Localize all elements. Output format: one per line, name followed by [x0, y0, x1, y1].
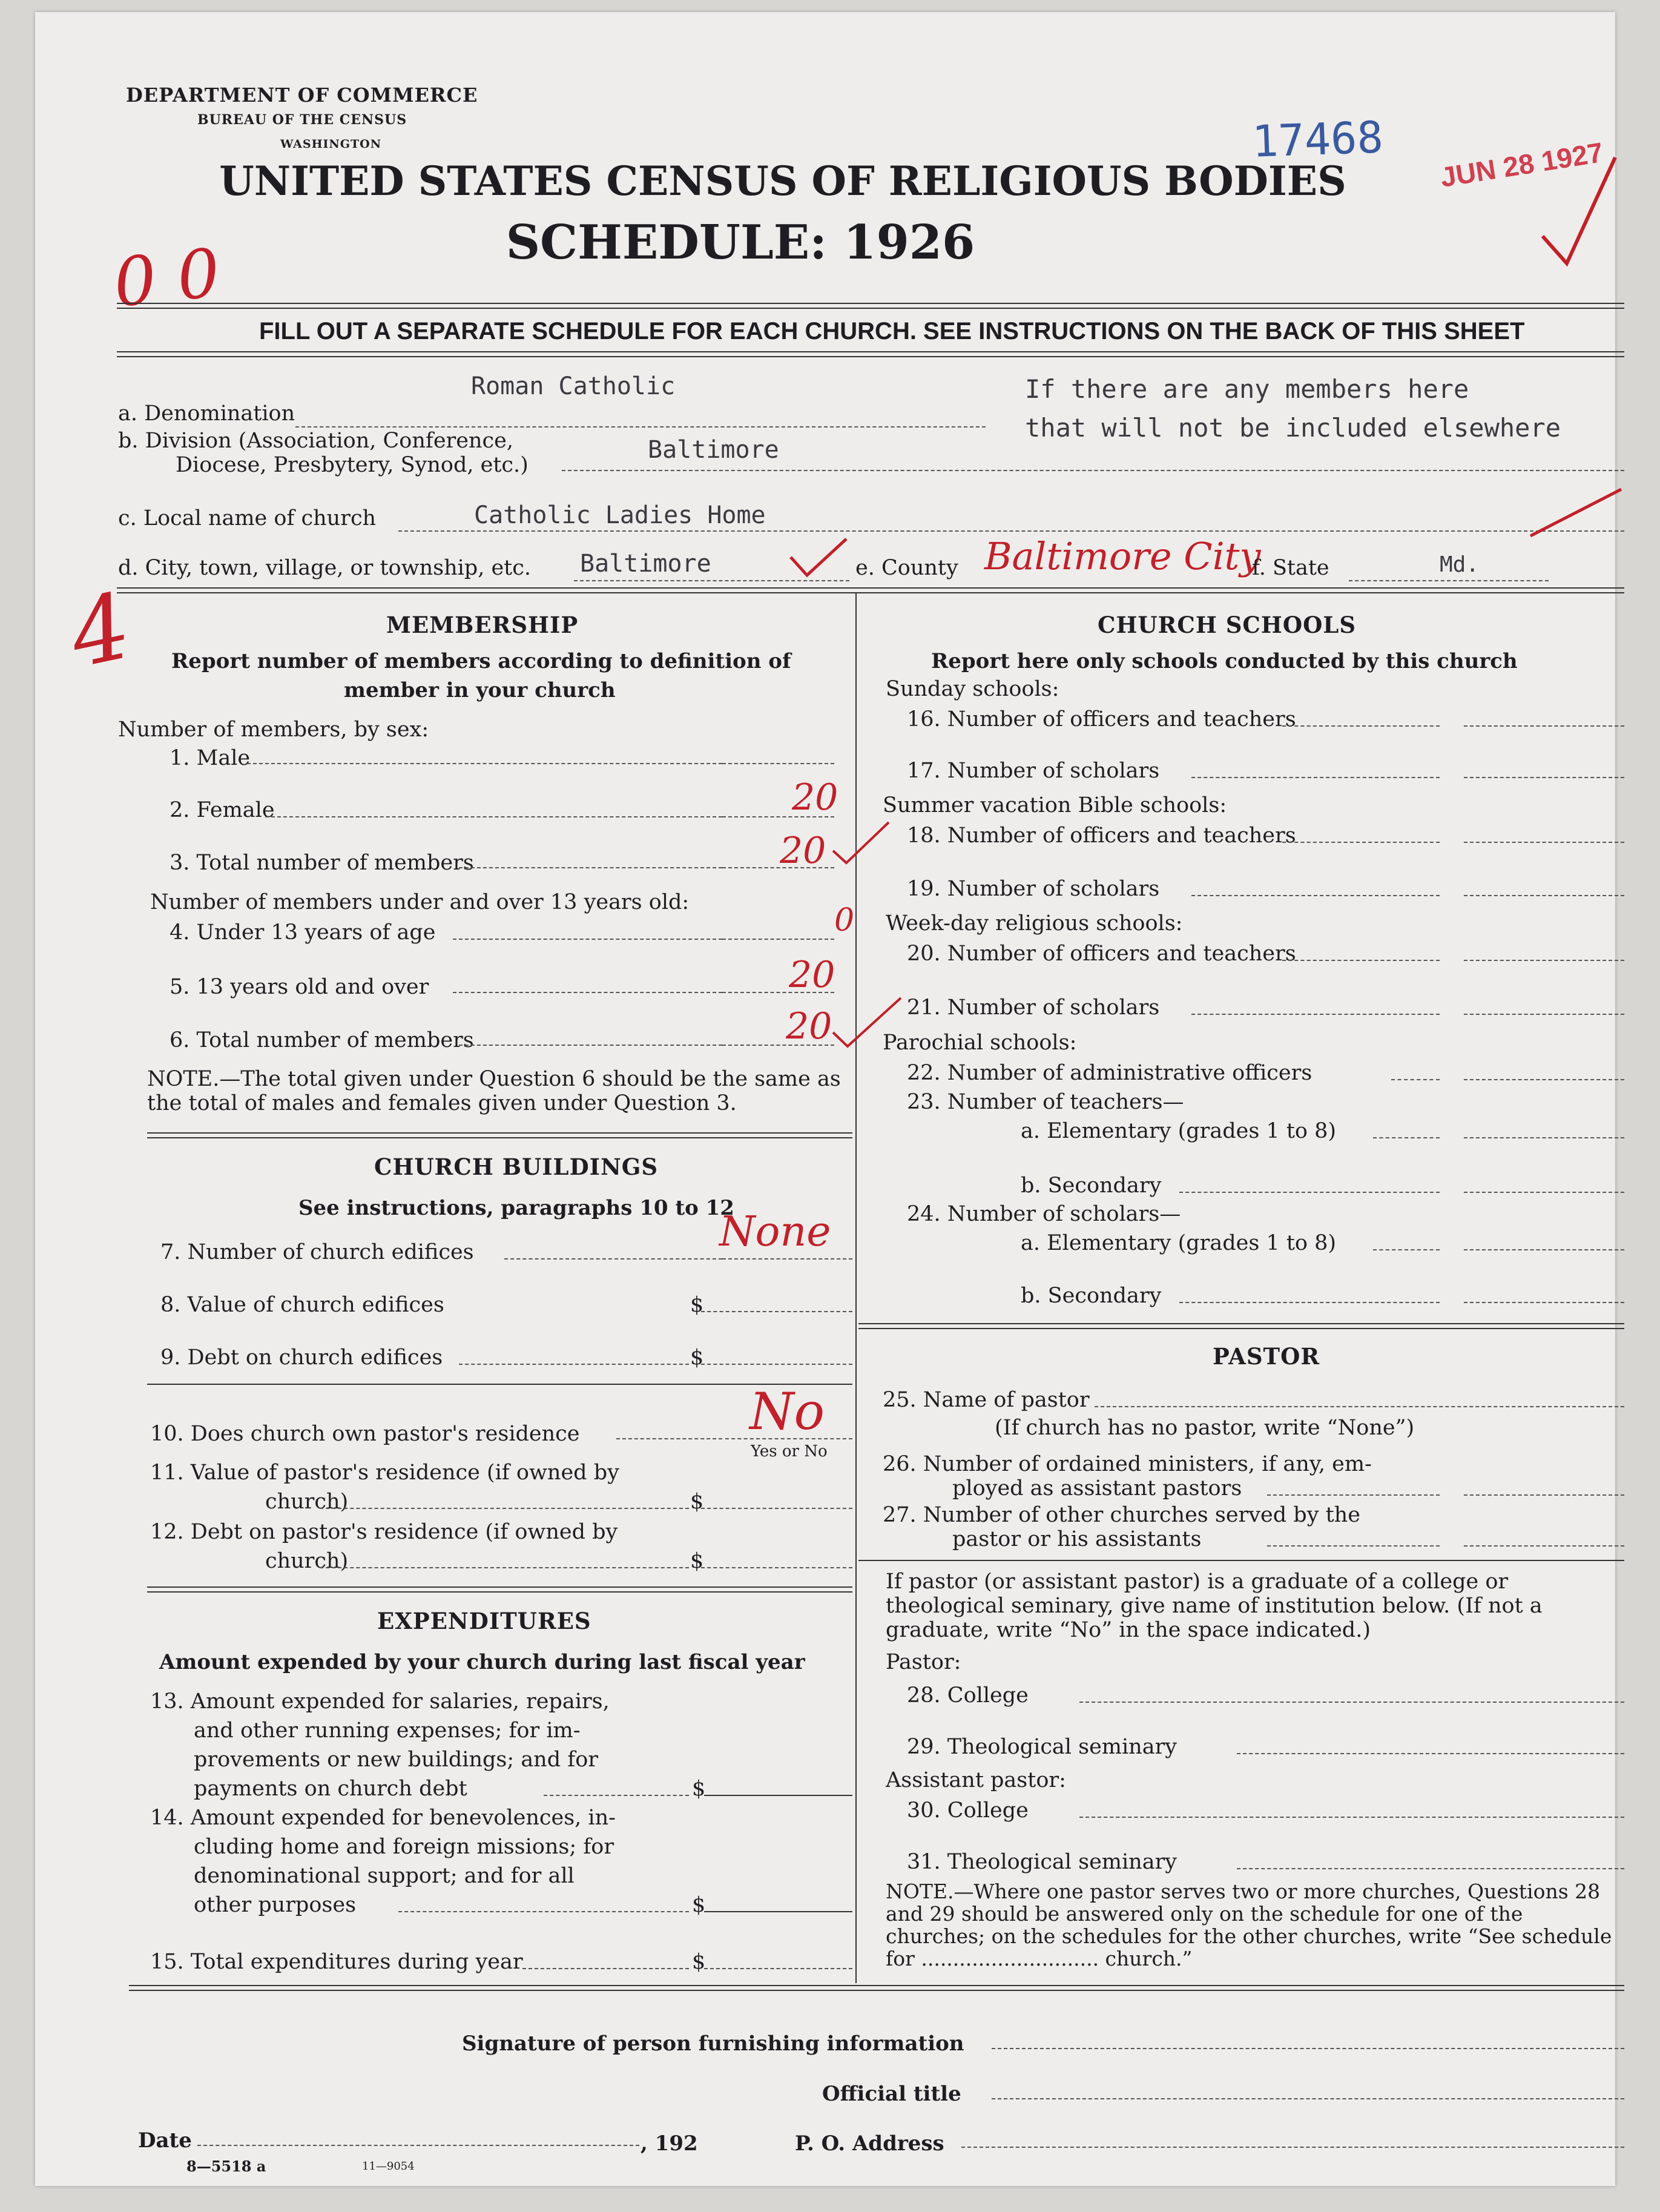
q29-label: 29. Theological seminary	[907, 1735, 1177, 1759]
q9-label: 9. Debt on church edifices	[160, 1345, 443, 1370]
answer-line[interactable]	[1464, 1192, 1624, 1193]
q25-label: 25. Name of pastor	[883, 1388, 1090, 1412]
date-year: , 192	[641, 2131, 698, 2156]
q2-label: 2. Female	[170, 798, 275, 822]
q13-line-3: provements or new buildings; and for	[194, 1748, 599, 1772]
bureau-heading: BUREAU OF THE CENSUS	[197, 112, 407, 128]
field-line	[247, 763, 722, 764]
official-title-label: Official title	[822, 2082, 961, 2106]
field-line	[1179, 1192, 1440, 1193]
remark-line-1: If there are any members here	[1025, 374, 1469, 404]
department-heading: DEPARTMENT OF COMMERCE	[126, 84, 478, 107]
form-title: UNITED STATES CENSUS OF RELIGIOUS BODIES	[219, 157, 1346, 205]
q27-label-2: pastor or his assistants	[952, 1527, 1202, 1551]
answer-line	[722, 939, 834, 940]
field-line	[504, 1258, 722, 1260]
by-age-label: Number of members under and over 13 years old:	[150, 890, 690, 914]
answer-line[interactable]	[704, 1968, 852, 1969]
q3-label: 3. Total number of members	[170, 851, 474, 875]
answer-line[interactable]	[1464, 960, 1624, 961]
q4-value[interactable]: 0	[834, 902, 855, 939]
yes-no-hint: Yes or No	[751, 1442, 828, 1461]
q15-dollar: $	[692, 1950, 706, 1974]
answer-line[interactable]	[1464, 1249, 1624, 1250]
expenditures-subheading: Amount expended by your church during last fiscal year	[159, 1650, 805, 1674]
column-divider	[855, 593, 857, 1983]
q11-dollar: $	[690, 1490, 704, 1514]
date-label: Date	[138, 2128, 192, 2153]
field-line	[1191, 895, 1440, 896]
divider	[117, 587, 1624, 593]
q13-line-1: 13. Amount expended for salaries, repairs,	[150, 1689, 610, 1714]
answer-line[interactable]	[1464, 842, 1624, 843]
remark-line-2: that will not be included elsewhere	[1025, 413, 1561, 443]
divider	[147, 1132, 852, 1138]
field-line	[459, 1045, 722, 1046]
q14-line-4: other purposes	[194, 1893, 357, 1917]
field-line	[295, 426, 986, 428]
q20-label: 20. Number of officers and teachers	[907, 942, 1296, 966]
field-line	[1282, 960, 1440, 961]
local-name-value[interactable]: Catholic Ladies Home	[474, 501, 766, 529]
answer-line[interactable]	[701, 1508, 852, 1509]
q14-line-1: 14. Amount expended for benevolences, in-	[150, 1806, 616, 1830]
q13-line-2: and other running expenses; for im-	[194, 1718, 581, 1743]
sunday-label: Sunday schools:	[886, 677, 1059, 701]
field-line	[1191, 1014, 1440, 1015]
denomination-value[interactable]: Roman Catholic	[471, 372, 676, 400]
county-label: e. County	[855, 556, 958, 580]
answer-line[interactable]	[701, 1567, 852, 1568]
answer-line	[725, 1438, 852, 1439]
field-line	[1282, 842, 1440, 843]
pastor-heading: PASTOR	[1213, 1343, 1320, 1370]
pastor-sub-label: Pastor:	[886, 1650, 961, 1674]
answer-line[interactable]	[1464, 895, 1624, 896]
field-line	[320, 1508, 689, 1509]
membership-note: NOTE.—The total given under Question 6 should be the same as the total of males and females given under Question 3.	[147, 1067, 841, 1115]
check-mark-icon	[786, 533, 852, 581]
handwritten-oo-mark: 0 0	[110, 234, 224, 322]
divider	[147, 1586, 852, 1593]
answer-line[interactable]	[701, 1311, 852, 1312]
q17-label: 17. Number of scholars	[907, 759, 1160, 783]
q23a-label: a. Elementary (grades 1 to 8)	[1021, 1119, 1337, 1143]
expenditures-heading: EXPENDITURES	[377, 1608, 591, 1634]
schools-heading: CHURCH SCHOOLS	[1098, 612, 1357, 638]
q6-label: 6. Total number of members	[170, 1028, 474, 1052]
field-line	[1373, 1137, 1440, 1138]
graduate-instructions: If pastor (or assistant pastor) is a graduate of a college or theological seminary, give name of institution below. (If not a graduate, write “No” in the space indicated.)	[886, 1570, 1543, 1642]
field-line	[616, 1438, 722, 1439]
q10-label: 10. Does church own pastor's residence	[150, 1422, 580, 1446]
q12-label: 12. Debt on pastor's residence (if owned by	[150, 1520, 618, 1544]
pastor-note: NOTE.—Where one pastor serves two or more churches, Questions 28 and 29 should be answered only on the schedule for one of the churches; on the schedules for the other churches, write “See schedule for ............................ church.”	[886, 1880, 1612, 1970]
divider	[129, 1985, 1624, 1991]
q5-value[interactable]: 20	[789, 954, 835, 996]
instructions-banner: FILL OUT A SEPARATE SCHEDULE FOR EACH CHURCH. SEE INSTRUCTIONS ON THE BACK OF THIS SHEET	[259, 318, 1525, 345]
state-label: f. State	[1252, 556, 1329, 580]
po-address-label: P. O. Address	[795, 2131, 944, 2156]
q23b-label: b. Secondary	[1021, 1174, 1162, 1198]
field-line	[398, 530, 1624, 532]
field-line	[562, 470, 1624, 471]
q4-label: 4. Under 13 years of age	[170, 920, 436, 945]
answer-line[interactable]	[1464, 725, 1624, 727]
q31-label: 31. Theological seminary	[907, 1850, 1177, 1874]
q25-note: (If church has no pastor, write “None”)	[995, 1416, 1415, 1440]
q13-line-4: payments on church debt	[194, 1777, 467, 1801]
division-label-2: Diocese, Presbytery, Synod, etc.)	[176, 453, 529, 477]
answer-line	[722, 867, 834, 868]
field-line	[398, 1911, 689, 1912]
by-sex-label: Number of members, by sex:	[118, 718, 429, 742]
q11-label-2: church)	[265, 1490, 349, 1514]
field-line	[265, 816, 722, 817]
q26-label-2: ployed as assistant pastors	[952, 1476, 1242, 1501]
field-line	[453, 992, 722, 993]
answer-line[interactable]	[1464, 1014, 1624, 1015]
summer-label: Summer vacation Bible schools:	[883, 793, 1227, 817]
field-line	[1179, 1302, 1440, 1303]
q24a-label: a. Elementary (grades 1 to 8)	[1021, 1231, 1337, 1255]
q2-value[interactable]: 20	[792, 776, 838, 819]
denomination-label: a. Denomination	[118, 401, 295, 426]
division-label: b. Division (Association, Conference,	[118, 429, 513, 453]
field-line	[459, 1364, 689, 1365]
q14-line-2: cluding home and foreign missions; for	[194, 1835, 614, 1859]
q14-line-3: denominational support; and for all	[194, 1864, 575, 1888]
po-address-field[interactable]	[961, 2147, 1624, 2148]
q19-label: 19. Number of scholars	[907, 877, 1160, 901]
weekday-label: Week-day religious schools:	[886, 911, 1183, 936]
q10-value[interactable]: No	[749, 1382, 825, 1441]
answer-line	[722, 1045, 834, 1046]
q8-label: 8. Value of church edifices	[160, 1293, 444, 1317]
field-line	[1349, 580, 1549, 581]
county-value[interactable]: Baltimore City	[984, 534, 1261, 578]
answer-line	[722, 763, 834, 764]
q27-label: 27. Number of other churches served by the	[883, 1503, 1360, 1527]
division-value[interactable]: Baltimore	[648, 436, 779, 464]
field-line	[1373, 1249, 1440, 1250]
assistant-sub-label: Assistant pastor:	[886, 1768, 1066, 1792]
signature-field[interactable]	[992, 2048, 1624, 2049]
q22-label: 22. Number of administrative officers	[907, 1061, 1313, 1085]
divider	[117, 351, 1624, 357]
buildings-subheading: See instructions, paragraphs 10 to 12	[298, 1196, 734, 1220]
q6-value[interactable]: 20	[786, 1005, 832, 1048]
membership-subheading: Report number of members according to definition of	[171, 649, 791, 673]
field-line	[459, 867, 722, 868]
answer-line[interactable]	[704, 1795, 852, 1796]
answer-line[interactable]	[1095, 1406, 1624, 1407]
field-line	[320, 1567, 689, 1568]
answer-line[interactable]	[701, 1364, 852, 1365]
date-field[interactable]	[197, 2145, 639, 2146]
field-line	[1282, 725, 1440, 727]
answer-line[interactable]	[1079, 1702, 1624, 1703]
q7-label: 7. Number of church edifices	[160, 1240, 474, 1264]
state-value[interactable]: Md.	[1440, 552, 1480, 577]
q12-label-2: church)	[265, 1549, 349, 1573]
field-line	[453, 939, 722, 940]
q3-value[interactable]: 20	[780, 830, 826, 872]
answer-line[interactable]	[704, 1911, 852, 1912]
q30-label: 30. College	[907, 1798, 1029, 1823]
received-number-stamp: 17468	[1251, 111, 1385, 167]
city-value[interactable]: Baltimore	[580, 550, 711, 578]
q26-label: 26. Number of ordained ministers, if any, em-	[883, 1452, 1372, 1476]
answer-line[interactable]	[1464, 777, 1624, 778]
q15-label: 15. Total expenditures during year	[150, 1950, 523, 1974]
check-mark-icon	[828, 817, 895, 872]
q14-dollar: $	[692, 1893, 706, 1917]
answer-line[interactable]	[1464, 1137, 1624, 1138]
q23-label: 23. Number of teachers—	[907, 1090, 1184, 1114]
answer-line[interactable]	[1237, 1753, 1624, 1754]
q13-dollar: $	[692, 1777, 706, 1801]
answer-line	[722, 1258, 852, 1260]
signature-label: Signature of person furnishing information	[462, 2032, 964, 2056]
official-title-field[interactable]	[992, 2098, 1624, 2099]
field-line	[1191, 777, 1440, 778]
answer-line[interactable]	[1464, 1302, 1624, 1303]
washington-heading: WASHINGTON	[280, 137, 382, 151]
parochial-label: Parochial schools:	[883, 1031, 1077, 1055]
answer-line[interactable]	[1464, 1545, 1624, 1547]
field-line	[544, 1795, 689, 1796]
margin-mark: 4	[61, 573, 140, 689]
field-line	[522, 1968, 689, 1969]
q16-label: 16. Number of officers and teachers	[907, 707, 1296, 731]
city-label: d. City, town, village, or township, etc.	[118, 556, 531, 580]
check-mark-icon	[1524, 484, 1627, 545]
divider	[858, 1323, 1624, 1329]
q12-dollar: $	[690, 1549, 704, 1573]
field-line	[1267, 1545, 1440, 1547]
q24-label: 24. Number of scholars—	[907, 1202, 1181, 1226]
q11-label: 11. Value of pastor's residence (if owned by	[150, 1461, 619, 1485]
print-number: 11—9054	[362, 2160, 415, 2173]
answer-line[interactable]	[1237, 1868, 1624, 1869]
membership-subheading-2: member in your church	[344, 678, 616, 702]
q9-dollar: $	[690, 1345, 704, 1370]
received-date-stamp: JUN 28 1927	[1438, 136, 1606, 193]
buildings-heading: CHURCH BUILDINGS	[374, 1154, 659, 1180]
schedule-title: SCHEDULE: 1926	[506, 215, 975, 270]
field-line	[1391, 1079, 1440, 1080]
check-mark-icon	[1536, 151, 1621, 272]
form-number: 8—5518 a	[186, 2158, 266, 2175]
census-schedule-sheet	[35, 12, 1615, 2186]
q8-dollar: $	[690, 1293, 704, 1317]
q18-label: 18. Number of officers and teachers	[907, 824, 1296, 848]
answer-line	[722, 816, 834, 817]
q5-label: 5. 13 years old and over	[170, 975, 429, 999]
q1-label: 1. Male	[170, 746, 251, 770]
field-line	[1267, 1494, 1440, 1496]
membership-heading: MEMBERSHIP	[386, 612, 579, 638]
schools-subheading: Report here only schools conducted by this church	[931, 649, 1518, 673]
divider	[117, 303, 1624, 309]
q24b-label: b. Secondary	[1021, 1284, 1162, 1308]
divider	[147, 1384, 852, 1385]
answer-line	[722, 992, 834, 993]
answer-line[interactable]	[1464, 1079, 1624, 1080]
divider	[858, 1560, 1624, 1561]
answer-line[interactable]	[1464, 1494, 1624, 1496]
q21-label: 21. Number of scholars	[907, 995, 1160, 1020]
q28-label: 28. College	[907, 1683, 1029, 1708]
local-name-label: c. Local name of church	[118, 506, 377, 530]
answer-line[interactable]	[1079, 1817, 1624, 1818]
q7-value[interactable]: None	[719, 1208, 831, 1256]
